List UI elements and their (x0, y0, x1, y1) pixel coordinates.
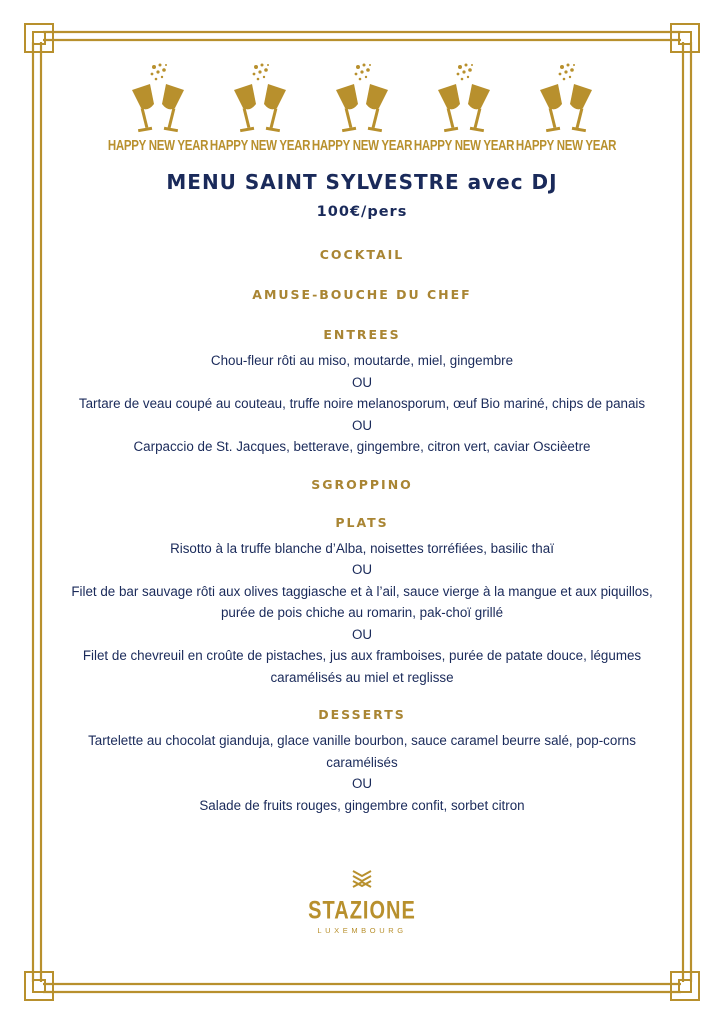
menu-item: Filet de chevreuil en croûte de pistaches, jus aux framboises, purée de patate douce, légumes caramélisés au miel et reglisse (82, 648, 642, 685)
menu-item: Chou-fleur rôti au miso, moutarde, miel, gingembre (210, 353, 514, 368)
happy-new-year-label: HAPPY NEW YEAR (413, 138, 515, 154)
or-separator: OU (351, 776, 373, 791)
champagne-glasses-icon (330, 62, 394, 136)
menu-item: Risotto à la truffe blanche d’Alba, noisettes torréfiées, basilic thaï (170, 540, 554, 556)
menu-item: Tartelette au chocolat gianduja, glace vanille bourbon, sauce caramel beurre salé, pop-corns caramélisés (88, 733, 636, 770)
champagne-toast-2 (209, 62, 311, 152)
logo-name: STAZIONE (308, 897, 416, 925)
happy-new-year-label: HAPPY NEW YEAR (311, 138, 413, 154)
plats-list (60, 538, 664, 689)
logo-subtitle: LUXEMBOURG (317, 926, 407, 935)
menu-item: Tartare de veau coupé au couteau, truffe noire melanosporum, œuf Bio mariné, chips de panais (78, 396, 646, 411)
or-separator: OU (351, 562, 373, 577)
section-entrees: ENTREES (323, 327, 401, 342)
champagne-toast-5 (515, 62, 617, 152)
price: 100€/pers (316, 204, 408, 220)
happy-new-year-label: HAPPY NEW YEAR (209, 138, 311, 154)
corner-ornament-bottom-left (25, 972, 53, 1000)
section-sgroppino: SGROPPINO (311, 476, 413, 492)
menu-item: Salade de fruits rouges, gingembre confit, sorbet citron (199, 797, 525, 813)
stazione-logo (0, 868, 724, 935)
happy-new-year-label: HAPPY NEW YEAR (107, 138, 209, 154)
desserts-list (60, 730, 664, 816)
section-desserts: DESSERTS (318, 707, 406, 722)
champagne-toast-4 (413, 62, 515, 152)
champagne-glasses-icon (432, 62, 496, 136)
corner-ornament-top-left (25, 24, 53, 52)
or-separator: OU (351, 417, 373, 433)
or-separator: OU (351, 374, 373, 390)
section-plats: PLATS (335, 514, 389, 530)
menu-item: Carpaccio de St. Jacques, betterave, gingembre, citron vert, caviar Oscièetre (133, 439, 591, 454)
header-banner (0, 62, 724, 152)
logo-emblem-icon (351, 868, 373, 890)
happy-new-year-label: HAPPY NEW YEAR (515, 138, 617, 154)
corner-ornament-top-right (671, 24, 699, 52)
champagne-glasses-icon (126, 62, 190, 136)
menu-item: Filet de bar sauvage rôti aux olives taggiasche et à l’ail, sauce vierge à la mangue et aux piquillos, purée de pois chiche au romarin, pak-choï grillé (71, 583, 653, 620)
menu-content (60, 168, 664, 816)
section-cocktail: COCKTAIL (319, 247, 405, 262)
or-separator: OU (351, 626, 373, 642)
page-title: MENU SAINT SYLVESTRE avec DJ (166, 170, 558, 194)
corner-ornament-bottom-right (671, 972, 699, 1000)
champagne-glasses-icon (534, 62, 598, 136)
section-amuse-bouche: AMUSE-BOUCHE DU CHEF (252, 287, 472, 302)
champagne-toast-3 (311, 62, 413, 152)
entrees-list (60, 350, 664, 458)
champagne-toast-1 (107, 62, 209, 152)
champagne-glasses-icon (228, 62, 292, 136)
